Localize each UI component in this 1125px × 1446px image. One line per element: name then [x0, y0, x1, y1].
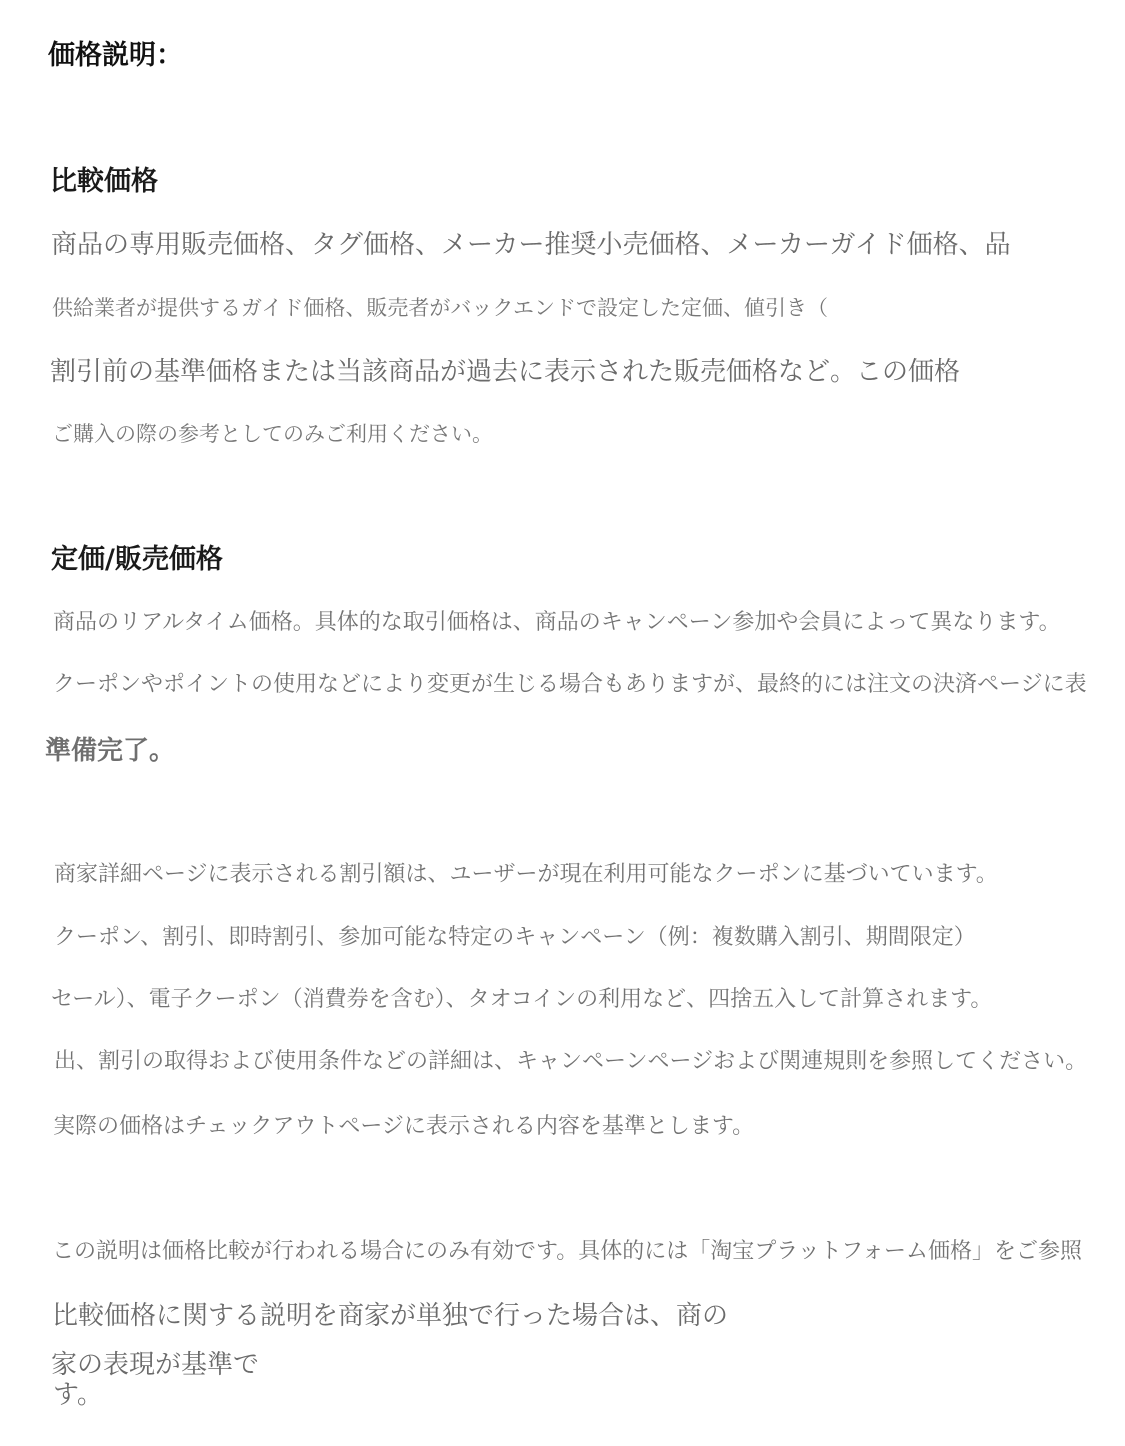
page-title: 価格説明： — [48, 40, 183, 71]
paragraph-line: ご購入の際の参考としてのみご利用ください。 — [52, 422, 493, 446]
paragraph-line: す。 — [53, 1380, 103, 1410]
section-heading-comparison-price: 比較価格 — [50, 166, 158, 197]
paragraph-line: 商品の専用販売価格、タグ価格、メーカー推奨小売価格、メーカーガイド価格、品 — [51, 230, 1011, 260]
paragraph-line: クーポン、割引、即時割引、参加可能な特定のキャンペーン（例：複数購入割引、期間限定） — [54, 925, 976, 950]
paragraph-line: 比較価格に関する説明を商家が単独で行った場合は、商の — [52, 1301, 729, 1331]
ready-text: 準備完了。 — [45, 736, 176, 766]
paragraph-line: セール）、電子クーポン（消費券を含む）、タオコインの利用など、四捨五入して計算されます。 — [51, 987, 993, 1012]
paragraph-line: 商家詳細ページに表示される割引額は、ユーザーが現在利用可能なクーポンに基づいています。 — [54, 862, 998, 887]
section-heading-list-price: 定価/販売価格 — [51, 544, 223, 575]
paragraph-line: 実際の価格はチェックアウトページに表示される内容を基準とします。 — [53, 1114, 755, 1139]
paragraph-line: 商品のリアルタイム価格。具体的な取引価格は、商品のキャンペーン参加や会員によって異なります。 — [53, 610, 1061, 635]
paragraph-line: 家の表現が基準で — [51, 1350, 260, 1380]
paragraph-line: 供給業者が提供するガイド価格、販売者がバックエンドで設定した定価、値引き（ — [52, 296, 828, 320]
paragraph-line: この説明は価格比較が行われる場合にのみ有効です。具体的には「淘宝プラットフォーム価格」をご参照 — [52, 1239, 1083, 1264]
paragraph-line: 出、割引の取得および使用条件などの詳細は、キャンペーンページおよび関連規則を参照してください。 — [54, 1049, 1088, 1074]
paragraph-line: 割引前の基準価格または当該商品が過去に表示された販売価格など。この価格 — [50, 357, 961, 387]
paragraph-line: クーポンやポイントの使用などにより変更が生じる場合もありますが、最終的には注文の決済ページに表 — [53, 672, 1087, 697]
corner-artifact — [6, 12, 32, 26]
